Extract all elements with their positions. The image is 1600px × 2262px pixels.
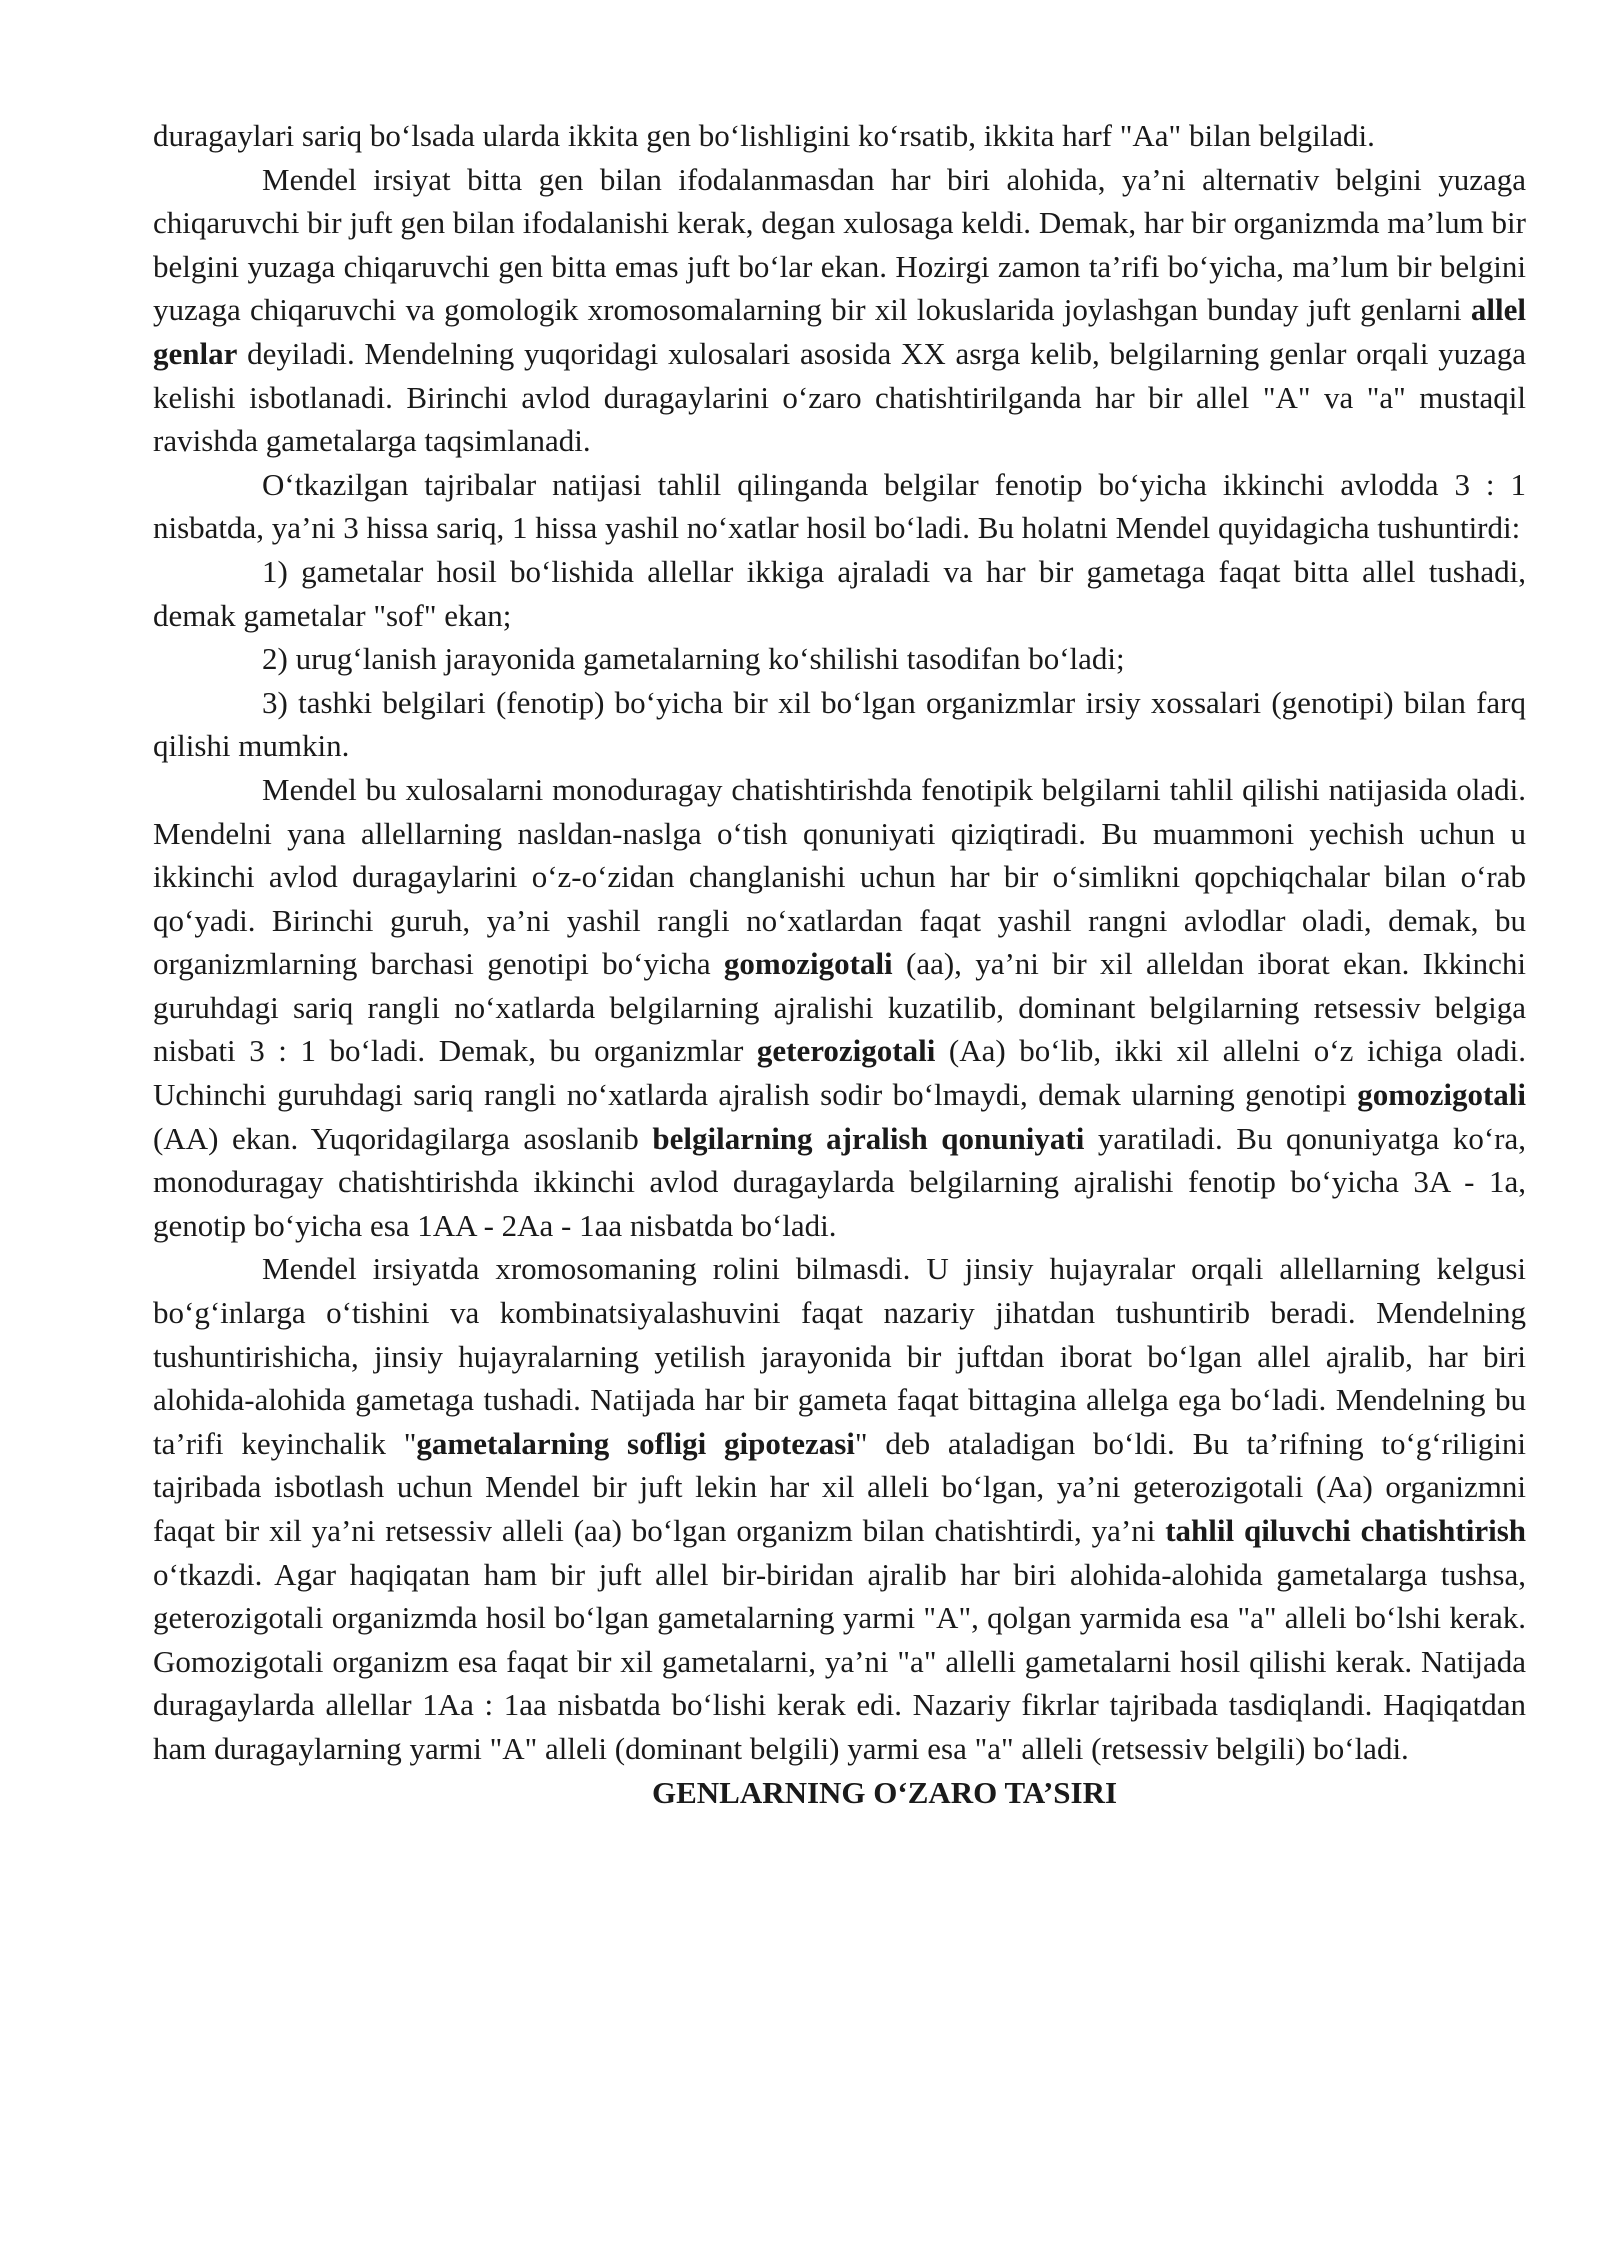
- bold-term: gomozigotali: [723, 946, 893, 982]
- text-run: deyiladi. Mendelning yuqoridagi xulosalari asosida XX asrga kelib, belgilarning genlar orqali yuzaga kelishi isbotlanadi. Birinchi avlod duragaylarini o‘zaro chatishtirilganda har bir allel "A" va "a" mustaqil ravishda gametalarga taqsimlanadi.: [153, 335, 1526, 459]
- section-heading: GENLARNING O‘ZARO TA’SIRI: [651, 1774, 1118, 1810]
- bold-term: belgilarning ajralish qonuniyati: [652, 1120, 1085, 1156]
- document-body: [153, 114, 1526, 1771]
- bold-term: geterozigotali: [756, 1033, 936, 1069]
- text-run: 1) gametalar hosil bo‘lishida allellar ikkiga ajraladi va har bir gametaga faqat bitta allel tushadi, demak gametalar "sof" ekan;: [153, 553, 1526, 633]
- bold-term: tahlil qiluvchi chatishtirish: [1165, 1513, 1526, 1548]
- paragraph: [153, 637, 1526, 681]
- text-run: yaratiladi. Bu qonuniyatga ko‘ra, monoduragay chatishtirishda ikkinchi avlod duragaylarda belgilarning ajralishi fenotip bo‘yicha 3A - 1a, genotip bo‘yicha esa 1AA - 2Aa - 1aa nisbatda bo‘ladi.: [153, 1120, 1526, 1243]
- paragraph: [153, 681, 1526, 768]
- paragraph: [153, 550, 1526, 637]
- text-run: Mendel irsiyat bitta gen bilan ifodalanmasdan har biri alohida, ya’ni alternativ belgini yuzaga chiqaruvchi bir juft gen bilan ifodalanishi kerak, degan xulosaga keldi. Demak, har bir organizmda ma’lum bir belgini yuzaga chiqaruvchi gen bitta emas juft bo‘lar ekan. Hozirgi zamon ta’rifi bo‘yicha, ma’lum bir belgini yuzaga chiqaruvchi va gomologik xromosomalarning bir xil lokuslarida joylashgan bunday juft genlarni: [153, 161, 1526, 328]
- text-run: 3) tashki belgilari (fenotip) bo‘yicha bir xil bo‘lgan organizmlar irsiy xossalari (genotipi) bilan farq qilishi mumkin.: [153, 684, 1526, 764]
- text-run: Mendel irsiyatda xromosomaning rolini bilmasdi. U jinsiy hujayralar orqali allellarning kelgusi bo‘g‘inlarga o‘tishini va kombinatsiyalashuvini faqat nazariy jihatdan tushuntirib beradi. Mendelning tushuntirishicha, jinsiy hujayralarning yetilish jarayonida bir juftdan iborat bo‘lgan allel ajralib, har biri alohida-alohida gametaga tushadi. Natijada har bir gameta faqat bittagina allelga ega bo‘ladi. Mendelning bu ta’rifi keyinchalik ": [153, 1251, 1526, 1461]
- paragraph: [153, 463, 1526, 550]
- text-run: (AA) ekan. Yuqoridagilarga asoslanib: [153, 1120, 653, 1156]
- paragraph: [153, 768, 1526, 1248]
- bold-term: allel genlar: [153, 292, 1526, 371]
- text-run: duragaylari sariq bo‘lsada ularda ikkita gen bo‘lishligini ko‘rsatib, ikkita harf "Aa" bilan belgiladi.: [153, 118, 1375, 153]
- text-run: (Aa) bo‘lib, ikki xil allelni o‘z ichiga oladi. Uchinchi guruhdagi sariq rangli no‘xatlarda ajralish sodir bo‘lmaydi, demak ularning genotipi: [153, 1033, 1526, 1113]
- text-run: o‘tkazdi. Agar haqiqatan ham bir juft allel bir-biridan ajralib har biri alohida-alohida gametalarga tushsa, geterozigotali organizmda hosil bo‘lgan gametalarning yarmi "A", qolgan yarmida esa "a" alleli bo‘lshi kerak. Gomozigotali organizm esa faqat bir xil gametalarni, ya’ni "a" allelli gametalarni hosil qilishi kerak. Natijada duragaylarda allellar 1Aa : 1aa nisbatda bo‘lishi kerak edi. Nazariy fikrlar tajribada tasdiqlandi. Haqiqatdan ham duragaylarning yarmi "A" alleli (dominant belgili) yarmi esa "a" alleli (retsessiv belgili) bo‘ladi.: [153, 1556, 1526, 1766]
- text-run: O‘tkazilgan tajribalar natijasi tahlil qilinganda belgilar fenotip bo‘yicha ikkinchi avlodda 3 : 1 nisbatda, ya’ni 3 hissa sariq, 1 hissa yashil no‘xatlar hosil bo‘ladi. Bu holatni Mendel quyidagicha tushuntirdi:: [153, 466, 1526, 546]
- text-run: (aa), ya’ni bir xil alleldan iborat ekan. Ikkinchi guruhdagi sariq rangli no‘xatlarda belgilarning ajralishi kuzatilib, dominant belgilarning retsessiv belgiga nisbati 3 : 1 bo‘ladi. Demak, bu organizmlar: [153, 946, 1526, 1069]
- bold-term: gametalarning sofligi gipotezasi: [416, 1425, 855, 1461]
- paragraph: [153, 114, 1526, 158]
- text-run: 2) urug‘lanish jarayonida gametalarning ko‘shilishi tasodifan bo‘ladi;: [262, 641, 1125, 677]
- bold-term: gomozigotali: [1357, 1077, 1526, 1113]
- text-run: " deb ataladigan bo‘ldi. Bu ta’rifning to‘g‘riligini tajribada isbotlash uchun Mendel bir juft lekin har xil alleli bo‘lgan, ya’ni geterozigotali (Aa) organizmni faqat bir xil ya’ni retsessiv alleli (aa) bo‘lgan organizm bilan chatishtirdi, ya’ni: [153, 1425, 1526, 1548]
- text-run: Mendel bu xulosalarni monoduragay chatishtirishda fenotipik belgilarni tahlil qilishi natijasida oladi. Mendelni yana allellarning nasldan-naslga o‘tish qonuniyati qiziqtiradi. Bu muammoni yechish uchun u ikkinchi avlod duragaylarini o‘z-o‘zidan changlanishi uchun har bir o‘simlikni qopchiqchalar bilan o‘rab qo‘yadi. Birinchi guruh, ya’ni yashil rangli no‘xatlardan faqat yashil rangni avlodlar oladi, demak, bu organizmlarning barchasi genotipi bo‘yicha: [153, 771, 1526, 982]
- paragraph: [153, 158, 1526, 463]
- paragraph: [153, 1247, 1526, 1770]
